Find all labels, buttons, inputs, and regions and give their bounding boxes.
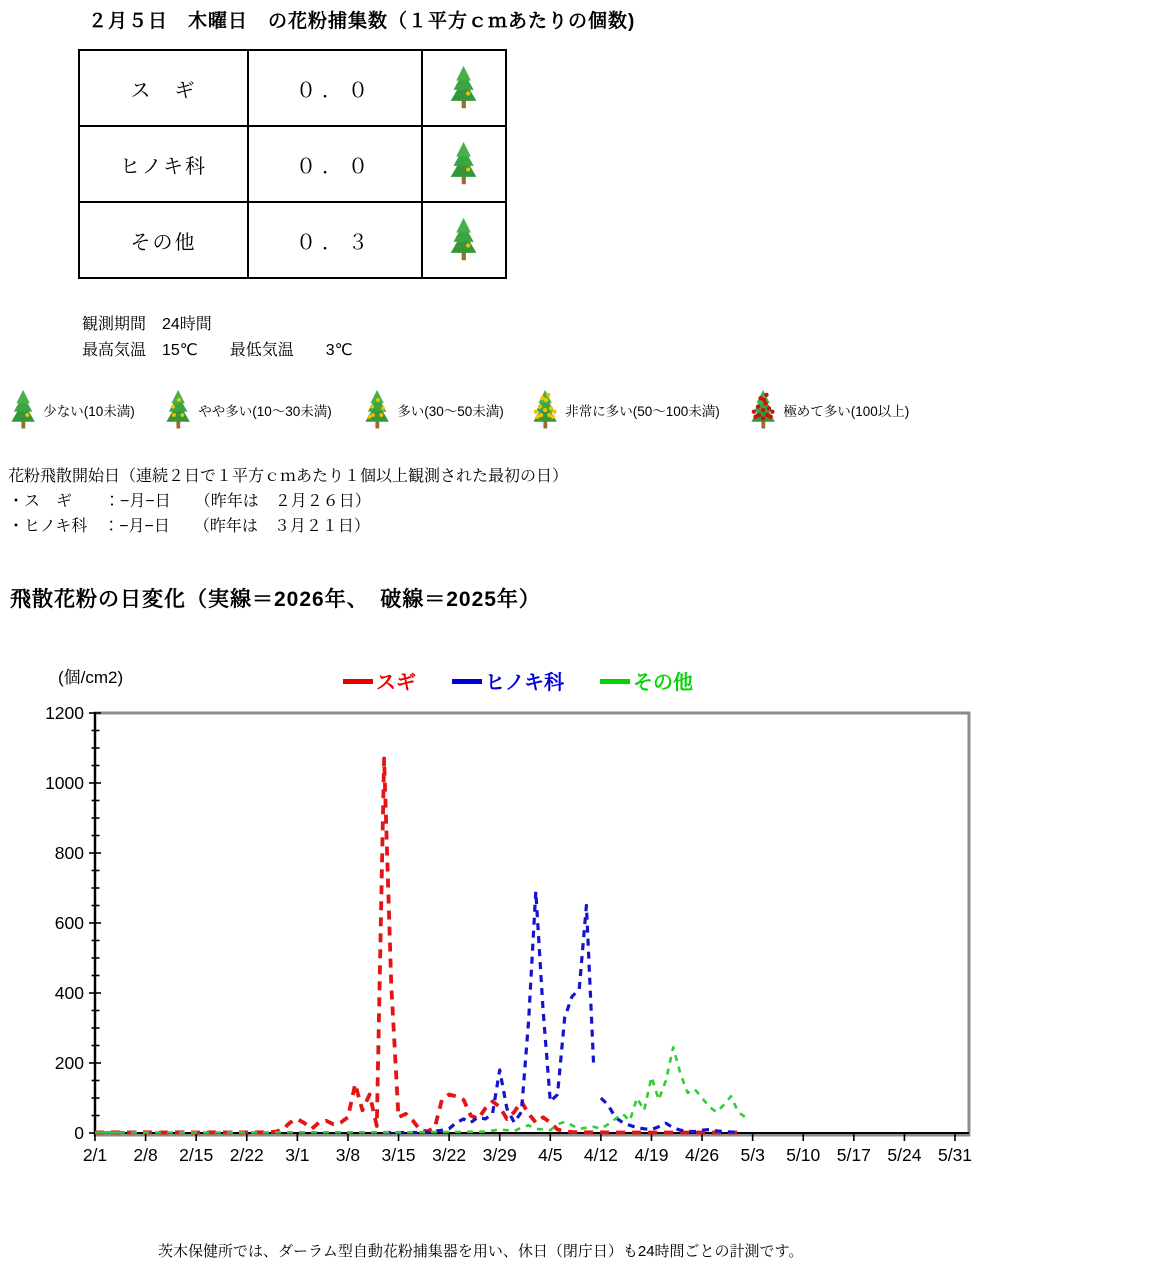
scale-legend-label: 非常に多い(50～100未満) [565,404,720,419]
chart-legend-item-hinoki [452,666,564,695]
pollen-summary-table [78,49,507,279]
line-swatch-icon [452,679,482,684]
y-axis-tick-label: 600 [54,913,84,933]
observation-info [82,312,353,364]
y-axis-tick-label: 400 [54,983,84,1003]
scale-legend-label: やや多い(10～30未満) [198,404,332,419]
pollen-level-tree-icon [8,389,38,431]
y-axis-tick-label: 1200 [45,703,84,723]
x-axis-tick-label: 4/12 [583,1145,618,1165]
onset-heading: 花粉飛散開始日（連続２日で１平方ｃｍあたり１個以上観測された最初の日） [8,468,569,485]
scale-legend-item [748,386,909,434]
onset-line-hinoki: ・ヒノキ科 ：−月−日 （昨年は ３月２１日） [8,518,370,535]
line-swatch-icon [343,679,373,684]
x-axis-tick-label: 4/5 [538,1145,563,1165]
scale-legend-label: 少ない(10未満) [43,404,135,419]
x-axis-tick-label: 2/15 [179,1145,214,1165]
y-axis-tick-label: 800 [54,843,84,863]
species-label: その他 [79,202,248,278]
scale-legend-label: 極めて多い(100以上) [783,404,910,419]
line-swatch-icon [600,679,630,684]
pollen-level-tree-icon [424,65,504,111]
page-title: ２月５日 木曜日 の花粉捕集数（１平方ｃｍあたりの個数) [88,11,636,32]
y-axis-tick-label: 1000 [45,773,84,793]
pollen-level-tree-icon [163,389,193,431]
x-axis-tick-label: 3/29 [482,1145,517,1165]
chart-legend-label: その他 [633,672,693,694]
x-axis-tick-label: 5/3 [740,1145,765,1165]
table-row [79,126,506,202]
onset-line-sugi: ・ス ギ ：−月−日 （昨年は ２月２６日） [8,493,371,510]
observation-period: 観測期間 24時間 [82,316,212,333]
pollen-level-tree-icon [424,141,504,187]
chart-unit-label: (個/cm2) [58,668,124,687]
pollen-level-tree-icon [530,389,560,431]
scale-legend-item [163,386,332,434]
x-axis-tick-label: 5/17 [836,1145,871,1165]
pollen-level-tree-icon [424,217,504,263]
scale-legend-label: 多い(30～50未満) [397,404,504,419]
x-axis-tick-label: 2/1 [82,1145,108,1165]
chart-heading: 飛散花粉の日変化（実線＝2026年、 破線＝2025年） [10,588,541,611]
pollen-level-tree-icon [748,389,778,431]
y-axis-tick-label: 200 [54,1053,84,1073]
chart-legend-label: ヒノキ科 [485,672,564,694]
chart-legend-label: スギ [376,672,416,694]
x-axis-tick-label: 3/1 [285,1145,310,1165]
pollen-count-value: ０．０ [248,50,422,126]
x-axis-tick-label: 3/8 [335,1145,361,1165]
pollen-count-value: ０．３ [248,202,422,278]
table-row [79,202,506,278]
x-axis-tick-label: 4/26 [685,1145,720,1165]
species-label: ヒノキ科 [79,126,248,202]
chart-legend-item-sugi [343,666,416,695]
x-axis-tick-label: 2/22 [229,1145,264,1165]
x-axis-tick-label: 5/24 [887,1145,922,1165]
x-axis-tick-label: 2/8 [133,1145,158,1165]
scale-legend-item [8,386,135,434]
x-axis-tick-label: 4/19 [634,1145,669,1165]
y-axis-tick-label: 0 [74,1123,84,1143]
scale-legend-item [362,386,504,434]
scale-legend-item [530,386,720,434]
pollen-level-tree-icon [362,389,392,431]
footer-note: 茨木保健所では、ダーラム型自動花粉捕集器を用い、休日（閉庁日）も24時間ごとの計測です。 [158,1243,804,1260]
pollen-onset-info [8,464,568,539]
x-axis-tick-label: 3/22 [432,1145,467,1165]
x-axis-tick-label: 5/31 [937,1145,973,1165]
x-axis-tick-label: 3/15 [381,1145,416,1165]
observation-temps: 最高気温 15℃ 最低気温 3℃ [82,342,353,359]
species-label: ス ギ [79,50,248,126]
chart-legend-item-other [600,666,693,695]
pollen-count-value: ０．０ [248,126,422,202]
table-row [79,50,506,126]
x-axis-tick-label: 5/10 [786,1145,821,1165]
